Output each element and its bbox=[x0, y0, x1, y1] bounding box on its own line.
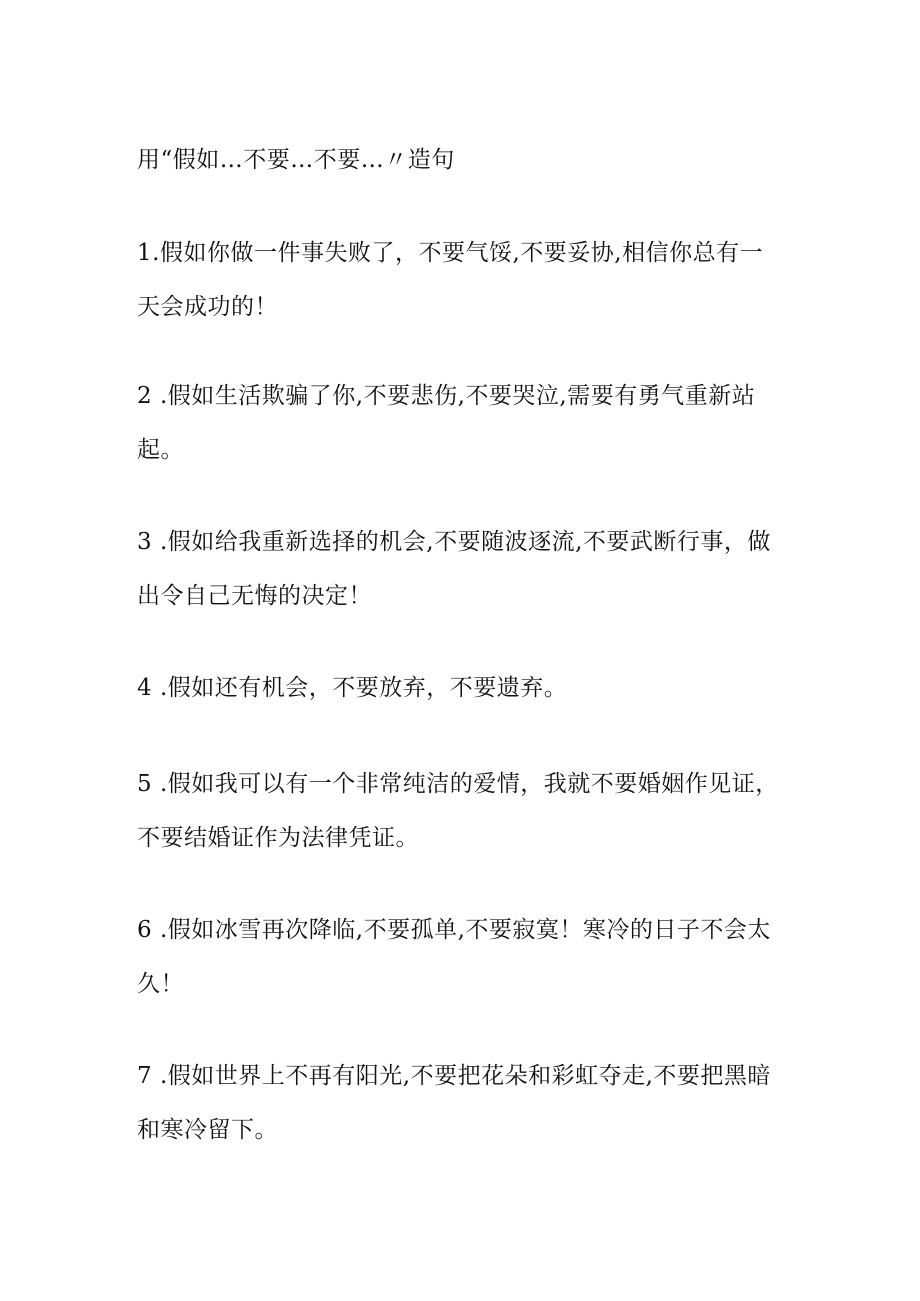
sentence-item-4 bbox=[137, 661, 797, 715]
sentence-item-7 bbox=[137, 1049, 797, 1157]
document-title: 用“假如…不要…不要…〃造句 bbox=[137, 147, 455, 173]
sentence-line: 起。 bbox=[137, 437, 184, 463]
sentence-line: 2 .假如生活欺骗了你,不要悲伤,不要哭泣,需要有勇气重新站 bbox=[137, 383, 756, 409]
sentence-line: 7 .假如世界上不再有阳光,不要把花朵和彩虹夺走,不要把黑暗 bbox=[137, 1063, 771, 1089]
sentence-item-6 bbox=[137, 903, 797, 1011]
sentence-item-2 bbox=[137, 369, 797, 477]
sentence-line: 5 .假如我可以有一个非常纯洁的爱情，我就不要婚姻作见证， bbox=[137, 771, 779, 797]
sentence-line: 6 .假如冰雪再次降临,不要孤单,不要寂寞！寒冷的日子不会太 bbox=[137, 917, 771, 943]
sentence-line: 4 .假如还有机会，不要放弃，不要遗弃。 bbox=[137, 675, 568, 701]
sentence-line: 久！ bbox=[137, 971, 184, 997]
sentence-item-1 bbox=[137, 226, 797, 334]
sentence-line: 出令自己无悔的决定！ bbox=[137, 583, 372, 609]
sentence-line: 天会成功的！ bbox=[137, 294, 278, 320]
sentence-line: 1.假如你做一件事失败了，不要气馁,不要妥协,相信你总有一 bbox=[137, 240, 764, 266]
sentence-line: 和寒冷留下。 bbox=[137, 1117, 278, 1143]
sentence-item-5 bbox=[137, 757, 797, 865]
sentence-line: 3 .假如给我重新选择的机会,不要随波逐流,不要武断行事，做 bbox=[137, 529, 771, 555]
sentence-line: 不要结婚证作为法律凭证。 bbox=[137, 825, 419, 851]
sentence-item-3 bbox=[137, 515, 797, 623]
